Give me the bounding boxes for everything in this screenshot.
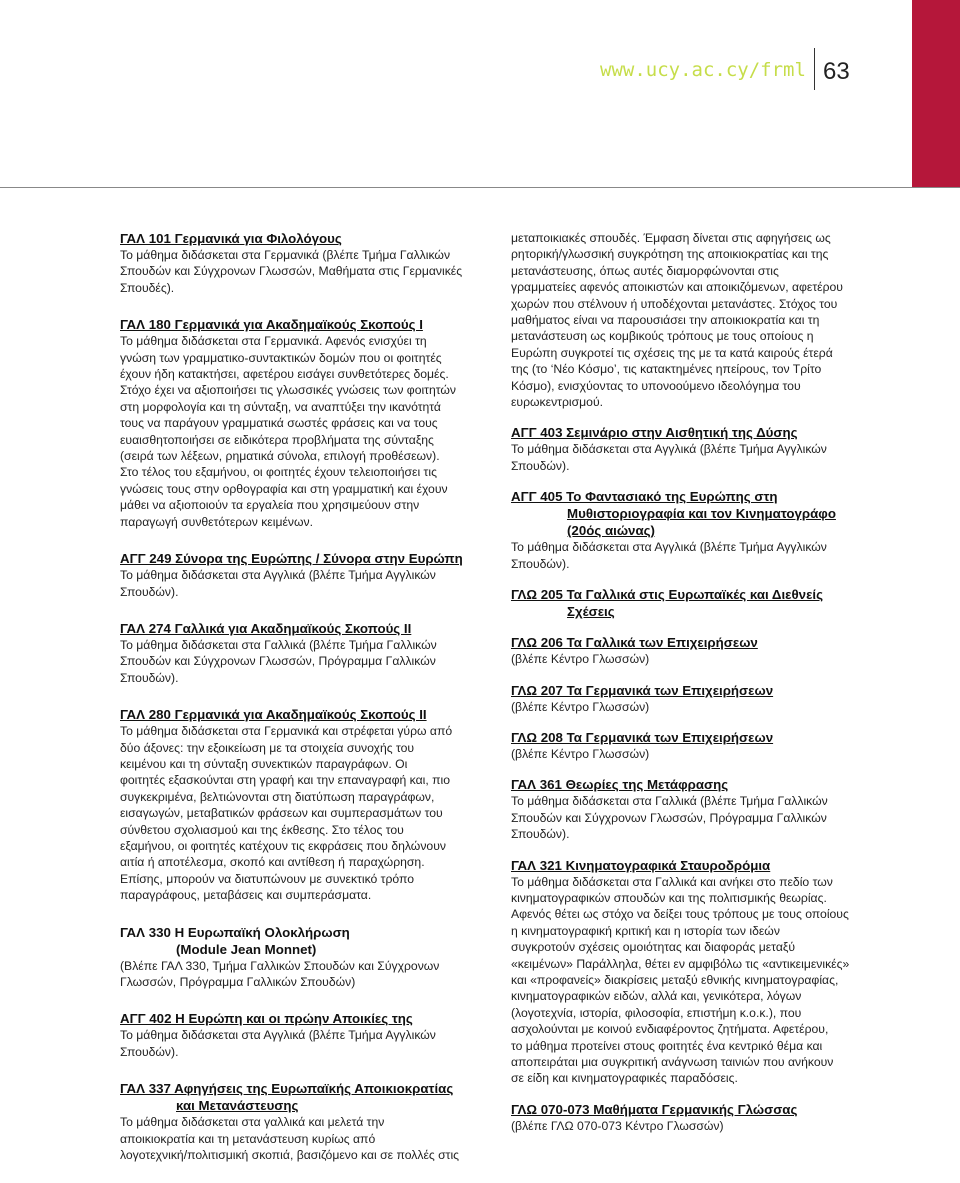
text-line: τους να παράγουν γραμματικά σωστές φράσεις και να τους	[120, 416, 438, 431]
text-line: το μάθημα προτείνει στους φοιτητές ένα κεντρικό θέμα και	[511, 1038, 823, 1053]
text-line: Ευρώπη συγκροτεί τις σχέσεις της με τα κατά καιρούς έτερά	[511, 345, 833, 360]
text-line: Το μάθημα διδάσκεται στα Γερμανικά και στρέφεται γύρω από	[120, 724, 453, 739]
course-title: ΓΑΛ 180 Γερμανικά για Ακαδημαϊκούς Σκοπούς Ι	[120, 317, 423, 333]
text-line: Σπουδών και Σύγχρονων Γλωσσών, Πρόγραμμα Γαλλικών	[511, 810, 827, 825]
course-description	[511, 699, 855, 715]
text-line: στη μορφολογία και τη σύνταξη, να αναπτύξει την ικανότητά	[120, 399, 441, 414]
text-line: λογοτεχνική/πολιτισμική σκοπιά, βασιζόμενο και σε πολλές στις	[120, 1148, 460, 1163]
text-line: Σπουδών και Σύγχρονων Γλωσσών, Μαθήματα στις Γερμανικές	[120, 264, 463, 279]
text-line: Σπουδών).	[120, 584, 179, 599]
text-line: (λογοτεχνία, ιστορία, φιλοσοφία, επιστήμη κ.ο.κ.), που	[511, 1005, 802, 1020]
course-description	[511, 651, 855, 667]
course-glo-206	[511, 634, 855, 667]
text-line: χωρών που στέλνουν ή υποδέχονται μετανάστες. Στόχος του	[511, 296, 838, 311]
course-glo-070-073	[511, 1101, 855, 1134]
text-line: Το μάθημα διδάσκεται στα Αγγλικά (βλέπε Τμήμα Αγγλικών	[511, 442, 827, 457]
course-description	[511, 539, 855, 572]
header-accent-bar	[912, 0, 960, 187]
text-line: μετανάστευσης, όπως αυτές διαμορφώνονται στις	[511, 263, 779, 278]
text-line: Το μάθημα διδάσκεται στα Γερμανικά. Αφενός ενισχύει τη	[120, 334, 427, 349]
course-title-line-2: και Μετανάστευσης	[176, 1098, 299, 1114]
course-gal-337-continued	[511, 230, 855, 410]
course-gal-330	[120, 924, 480, 991]
course-description	[120, 1027, 480, 1060]
course-description	[120, 247, 480, 296]
text-line: «κειμένων» Παράλληλα, θέτει εν αμφιβόλω τις «αντικειμενικές»	[511, 956, 850, 971]
text-line: σε είδη και κινηματογραφικές παραδόσεις.	[511, 1071, 738, 1086]
course-description	[511, 1118, 855, 1134]
text-line: συγκροτούν σχέσεις ομοιότητας και διαφοράς μεταξύ	[511, 940, 795, 955]
text-line: Σπουδών).	[120, 670, 179, 685]
text-line: μεταποικιακές σπουδές. Έμφαση δίνεται στις αφηγήσεις ως	[511, 231, 831, 245]
text-line: παραγωγή συνθετότερων κειμένων.	[120, 514, 313, 529]
text-line: Σπουδών).	[511, 556, 570, 571]
text-line: Επίσης, μπορούν να διατυπώνουν με συνεκτικό τρόπο	[120, 871, 415, 886]
course-gal-321	[511, 857, 855, 1087]
text-line: μάθει να αξιοποιούν τα εργαλεία που χρησιμεύουν στην	[120, 498, 420, 513]
course-title: ΓΑΛ 361 Θεωρίες της Μετάφρασης	[511, 777, 729, 793]
text-line: Το μάθημα διδάσκεται στα Γερμανικά (βλέπε Τμήμα Γαλλικών	[120, 248, 451, 262]
course-agg-405	[511, 488, 855, 572]
course-title: ΓΛΩ 206 Τα Γαλλικά των Επιχειρήσεων	[511, 635, 758, 651]
text-line: ασχολούνται με κοινού ενδιαφέροντος ζητήματα. Αφετέρου,	[511, 1022, 829, 1037]
course-description	[511, 746, 855, 762]
text-line: Το μάθημα διδάσκεται στα Αγγλικά (βλέπε Τμήμα Αγγλικών	[120, 568, 436, 583]
text-line: Κόσμο), ενισχύοντας το υπονοούμενο ιδεολόγημα του	[511, 378, 801, 393]
course-title: ΓΑΛ 274 Γαλλικά για Ακαδημαϊκούς Σκοπούς ΙΙ	[120, 620, 412, 636]
text-line: γραμματείες αφενός αποικιστών και αποικιζόμενων, αφετέρου	[511, 280, 843, 295]
course-description	[511, 441, 855, 474]
course-agg-403	[511, 424, 855, 474]
course-gal-280	[120, 706, 480, 903]
course-title-line-1: ΓΛΩ 205 Τα Γαλλικά στις Ευρωπαϊκές και Διεθνείς	[511, 587, 823, 603]
text-line: Σπουδών).	[120, 1044, 179, 1059]
text-line: Στόχο έχει να αξιοποιήσει τις γλωσσικές γνώσεις των φοιτητών	[120, 383, 457, 398]
course-description	[511, 793, 855, 842]
course-title: ΓΛΩ 208 Τα Γερμανικά των Επιχειρήσεων	[511, 729, 774, 745]
text-line: γνώσεις τους στην ορθογραφία και στη γραμματική και έχουν	[120, 481, 448, 496]
text-line: Σπουδές).	[120, 280, 175, 295]
text-line: κινηματογραφικών σπουδών και της πολιτισμικής θεωρίας.	[511, 890, 827, 905]
course-title	[511, 586, 855, 620]
course-glo-207	[511, 682, 855, 715]
course-title	[120, 1080, 480, 1114]
text-line: και «προφανείς» διακρίσεις μεταξύ εθνικής κινηματογραφίας,	[511, 972, 839, 987]
course-description	[511, 230, 855, 410]
left-column	[120, 230, 480, 1183]
text-line: Το μάθημα διδάσκεται στα Γαλλικά (βλέπε Τμήμα Γαλλικών	[511, 794, 828, 809]
text-line: Σπουδών).	[511, 827, 570, 842]
course-gal-180	[120, 316, 480, 530]
text-line: ρητορική/γλωσσική συγκρότηση της αποικιοκρατίας και της	[511, 247, 829, 262]
text-line: της (το ‘Νέο Κόσμο’, τις κατακτημένες ηπείρους, τον Τρίτο	[511, 362, 822, 377]
course-title: ΓΑΛ 101 Γερμανικά για Φιλολόγους	[120, 231, 342, 246]
text-line: Το μάθημα διδάσκεται στα Γαλλικά (βλέπε Τμήμα Γαλλικών	[120, 637, 437, 652]
course-title-line-1: ΓΑΛ 337 Αφηγήσεις της Ευρωπαϊκής Αποικιοκρατίας	[120, 1081, 454, 1097]
course-gal-337	[120, 1080, 480, 1163]
text-line: (βλέπε Κέντρο Γλωσσών)	[511, 699, 650, 714]
text-line: παραγράφους, μεταβάσεις και συμπεράσματα.	[120, 888, 372, 903]
course-title	[120, 924, 480, 958]
course-title	[511, 488, 855, 539]
header-divider	[814, 48, 815, 90]
text-line: αιτία ή αποτέλεσμα, σκοπό και αντίθεση ή παραχώρηση.	[120, 855, 425, 870]
text-line: Σπουδών).	[511, 458, 570, 473]
course-description	[120, 1114, 480, 1163]
text-line: μαθήματος είναι να παρουσιάσει την αποικιοκρατία και τη	[511, 313, 820, 328]
course-description	[120, 723, 480, 903]
text-line: (βλέπε Κέντρο Γλωσσών)	[511, 652, 650, 667]
text-line: Σπουδών και Σύγχρονων Γλωσσών, Πρόγραμμα Γαλλικών	[120, 654, 436, 669]
course-title: ΓΛΩ 207 Τα Γερμανικά των Επιχειρήσεων	[511, 682, 774, 698]
text-line: έχουν ήδη κατακτήσει, αφετέρου εισάγει συνθετότερες δομές.	[120, 367, 449, 382]
text-line: (σειρά των λέξεων, ρηματικά σύνολα, επιλογή προθέσεων).	[120, 449, 440, 464]
text-line: σύνθετου σχολιασμού και της έκθεσης. Στο τέλος του	[120, 822, 404, 837]
text-line: εξαμήνου, οι φοιτητές κατέχουν τις εκφράσεις που δηλώνουν	[120, 838, 446, 853]
text-line: η κινηματογραφική κριτική και η ιστορία των ιδεών	[511, 923, 780, 938]
course-agg-249	[120, 550, 480, 600]
text-line: (βλέπε ΓΛΩ 070-073 Κέντρο Γλωσσών)	[511, 1118, 724, 1133]
course-glo-208	[511, 729, 855, 762]
course-title: ΓΛΩ 070-073 Μαθήματα Γερμανικής Γλώσσας	[511, 1101, 798, 1117]
course-title-line-1: ΓΑΛ 330 Η Ευρωπαϊκή Ολοκλήρωση	[120, 924, 350, 940]
text-line: ευαισθητοποιήσει σε ειδικότερα προβλήματα της σύνταξης	[120, 432, 434, 447]
course-glo-205	[511, 586, 855, 620]
text-line: μετανάστευση ως κομβικούς τρόπους με τους οποίους η	[511, 329, 814, 344]
text-line: αποπειράται μια συγκριτική ανάγνωση ταινιών που ανήκουν	[511, 1055, 834, 1069]
text-line: φοιτητές εξασκούνται στη γραφή και την επαναγραφή και, πιο	[120, 773, 451, 788]
text-line: (βλέπε Κέντρο Γλωσσών)	[511, 746, 650, 761]
text-line: κειμένου και τη σύνταξη συνεκτικών παραγράφων. Οι	[120, 756, 408, 771]
course-title-line-1: ΑΓΓ 405 Το Φαντασιακό της Ευρώπης στη	[511, 489, 778, 505]
text-line: Γλωσσών, Πρόγραμμα Γαλλικών Σπουδών)	[120, 975, 356, 989]
text-line: δύο άξονες: την εξοικείωση με τα στοιχεία συνοχής του	[120, 740, 415, 755]
course-title-line-3: (20ός αιώνας)	[567, 523, 655, 539]
text-line: εισαγωγών, μεταβατικών φράσεων και συμπερασμάτων του	[120, 806, 443, 821]
header-rule	[0, 187, 960, 188]
course-description	[120, 333, 480, 530]
course-title: ΑΓΓ 249 Σύνορα της Ευρώπης / Σύνορα στην Ευρώπη	[120, 551, 463, 567]
text-line: κινηματογραφικών ειδών, αλλά και, γενικότερα, λόγων	[511, 989, 802, 1004]
text-line: συγκεκριμένα, βελτιώνονται στη διατύπωση παραγράφων,	[120, 789, 435, 804]
text-line: Αφενός θέτει ως στόχο να δείξει τους τρόπους με τους οποίους	[511, 907, 849, 922]
text-line: (Βλέπε ΓΑΛ 330, Τμήμα Γαλλικών Σπουδών και Σύγχρονων	[120, 958, 440, 973]
course-title: ΓΑΛ 280 Γερμανικά για Ακαδημαϊκούς Σκοπούς ΙΙ	[120, 707, 427, 723]
course-title-line-2: Μυθιστοριογραφία και τον Κινηματογράφο	[567, 506, 836, 522]
text-line: Το μάθημα διδάσκεται στα Αγγλικά (βλέπε Τμήμα Αγγλικών	[120, 1028, 436, 1043]
header-url[interactable]: www.ucy.ac.cy/frml	[600, 59, 806, 81]
course-description	[120, 958, 480, 991]
course-description	[120, 567, 480, 600]
text-line: ευρωκεντρισμού.	[511, 395, 603, 410]
course-gal-101	[120, 230, 480, 296]
text-line: Το μάθημα διδάσκεται στα Γαλλικά και ανήκει στο πεδίο των	[511, 874, 833, 889]
course-description	[511, 874, 855, 1087]
course-title-line-2: (Module Jean Monnet)	[176, 941, 317, 957]
course-agg-402	[120, 1010, 480, 1060]
course-title: ΑΓΓ 402 Η Ευρώπη και οι πρώην Αποικίες της	[120, 1011, 413, 1027]
text-line: Στο τέλος του εξαμήνου, οι φοιτητές έχουν τελειοποιήσει τις	[120, 465, 437, 480]
right-column	[511, 230, 855, 1148]
text-line: Το μάθημα διδάσκεται στα Αγγλικά (βλέπε Τμήμα Αγγλικών	[511, 540, 827, 555]
course-description	[120, 637, 480, 686]
page-number: 63	[823, 58, 850, 85]
course-title: ΑΓΓ 403 Σεμινάριο στην Αισθητική της Δύσης	[511, 425, 798, 441]
course-title: ΓΑΛ 321 Κινηματογραφικά Σταυροδρόμια	[511, 857, 771, 873]
course-gal-274	[120, 620, 480, 686]
text-line: Το μάθημα διδάσκεται στα γαλλικά και μελετά την	[120, 1115, 385, 1130]
course-title-line-2: Σχέσεις	[567, 604, 615, 620]
text-line: αποικιοκρατία και τη μετανάστευση κυρίως από	[120, 1131, 376, 1146]
course-gal-361	[511, 776, 855, 842]
text-line: γνώση των γραμματικο-συντακτικών δομών που οι φοιτητές	[120, 350, 442, 365]
